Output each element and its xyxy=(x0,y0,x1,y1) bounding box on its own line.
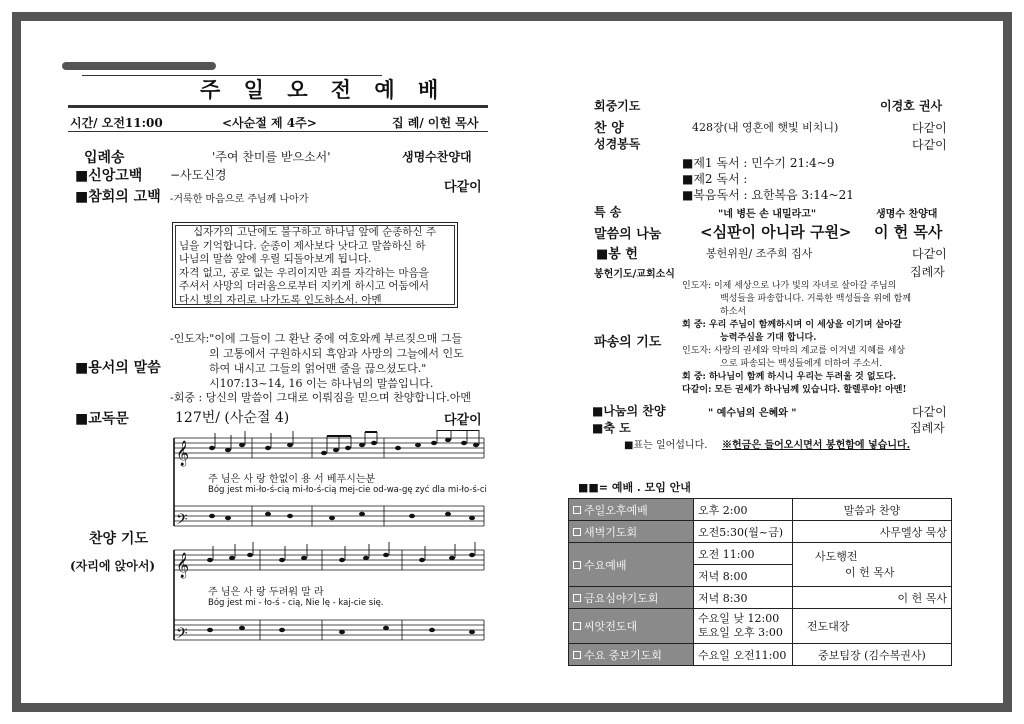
header-rule-bottom xyxy=(68,131,488,132)
schedule-table xyxy=(568,498,952,666)
confession-prayer-box xyxy=(172,222,458,308)
pardon-line: -인도자:"이에 그들이 그 환난 중에 여호와께 부르짖으매 그들 xyxy=(170,332,462,345)
schedule-name: 주일오후예배 xyxy=(569,499,694,521)
sharing-song: " 예수님의 은혜와 " xyxy=(708,408,797,419)
lyrics-polish-1: Bóg jest mi-ło-ś-cią mi-ło-ś-cią mej-cie od-wa-gę zyć dla mi-ło-ś-ci xyxy=(208,485,487,495)
schedule-detail: 사무엘상 묵상 xyxy=(793,521,952,543)
schedule-detail: 말씀과 찬양 xyxy=(793,499,952,521)
scripture-who: 다같이 xyxy=(912,138,947,152)
schedule-time: 저녁 8:30 xyxy=(694,587,793,609)
creed-label: ■신앙고백 xyxy=(75,168,143,184)
sending-line: 으로 파송되는 백성들에게 더하여 주소서. xyxy=(720,359,883,369)
sending-line: 인도자: 이제 세상으로 나가 빛의 자녀로 살아갈 주님의 xyxy=(682,281,897,291)
sermon-label: 말씀의 나눔 xyxy=(594,227,662,242)
blessing-label: ■축 도 xyxy=(592,421,631,435)
offering-who: 다같이 xyxy=(912,247,947,261)
standing-note: ■표는 일어섭니다. xyxy=(624,440,708,451)
special-performer: 생명수 찬양대 xyxy=(876,209,938,220)
entrance-label: 입례송 xyxy=(84,150,125,166)
sending-line: 인도자: 사랑의 권세와 악마의 계교를 이겨낼 지혜를 세상 xyxy=(682,346,906,356)
special-label: 특 송 xyxy=(594,205,622,219)
prayer-who: 이경호 권사 xyxy=(880,99,943,113)
decorative-bar xyxy=(62,62,216,70)
hymn-number: 127번/ (사순절 4) xyxy=(175,410,290,426)
offering-note: ※헌금은 들어오시면서 봉헌함에 넣습니다. xyxy=(722,440,911,451)
table-row xyxy=(569,521,952,543)
schedule-time: 수요일 오전11:00 xyxy=(694,644,793,666)
sharing-label: ■나눔의 찬양 xyxy=(592,404,666,418)
table-row xyxy=(569,543,952,565)
table-row xyxy=(569,587,952,609)
prayer-label: 회중기도 xyxy=(594,99,641,113)
blessing-who: 집례자 xyxy=(910,421,945,435)
prayer-line: 자격 없고, 공로 없는 우리이지만 죄를 자각하는 마음을 xyxy=(179,266,429,279)
schedule-time: 오후 2:00 xyxy=(694,499,793,521)
song-prayer-label: 찬양 기도 xyxy=(89,531,148,547)
table-row xyxy=(569,609,952,644)
svg-text:𝄢: 𝄢 xyxy=(176,625,188,646)
confession-text: -거룩한 마음으로 주님께 나아가 xyxy=(170,194,309,205)
prayer-line: 나님의 말씀 앞에 우릴 되돌아보게 됩니다. xyxy=(179,253,372,266)
pardon-line: 하여 내시고 그들의 얽어맨 줄을 끊으셨도다." xyxy=(209,362,427,375)
pardon-line: 시107:13~14, 16 이는 하나님의 말씀입니다. xyxy=(209,377,434,390)
pardon-label: ■용서의 말씀 xyxy=(75,360,161,376)
entrance-song: '주여 찬미를 받으소서' xyxy=(212,150,331,164)
sending-line: 회 중: 하나님이 함께 하시니 우리는 두려울 것 없도다. xyxy=(682,372,897,382)
confession-who: 다같이 xyxy=(444,180,482,195)
sending-line: 백성들을 파송합니다. 거룩한 백성들을 위에 함께 xyxy=(720,294,912,304)
praise-label: 찬 양 xyxy=(594,121,624,136)
schedule-name: 씨앗전도대 xyxy=(569,609,694,644)
reading-gospel: ■복음독서 : 요한복음 3:14~21 xyxy=(682,188,854,202)
sermon-preacher: 이 헌 목사 xyxy=(874,223,943,241)
sharing-who: 다같이 xyxy=(912,405,947,419)
sending-label: 파송의 기도 xyxy=(594,335,662,350)
season-label: <사순절 제 4주> xyxy=(222,116,317,130)
prayer-line: 님을 기억합니다. 순종이 제사보다 낫다고 말씀하신 하 xyxy=(179,239,426,252)
sending-line: 하소서 xyxy=(720,307,747,317)
offering-prayer-label: 봉헌기도/교회소식 xyxy=(594,269,675,280)
confession-label: ■참회의 고백 xyxy=(75,189,161,205)
schedule-detail: 이 헌 목사 xyxy=(793,587,952,609)
schedule-detail: 전도대장 xyxy=(793,609,952,644)
schedule-time: 저녁 8:00 xyxy=(694,565,793,587)
offering-prayer-who: 집례자 xyxy=(910,265,945,279)
clefs xyxy=(176,440,189,646)
table-row xyxy=(569,499,952,521)
hymn-who: 다같이 xyxy=(444,413,482,428)
schedule-name: 금요심야기도회 xyxy=(569,587,694,609)
sending-prayer-text xyxy=(682,280,911,397)
schedule-time: 오전5:30(월~금) xyxy=(694,521,793,543)
score-svg xyxy=(172,430,486,650)
prayer-line: 십자가의 고난에도 불구하고 하나님 앞에 순종하신 주 xyxy=(193,226,437,238)
lyrics-polish-2: Bóg jest mi - ło-ś - cią, Nie lę - kaj-cie się. xyxy=(208,598,384,608)
lyrics-korean-1: 주 님은 사 랑 한없이 용 서 베푸시는분 xyxy=(208,474,376,485)
leader-label: 집 례/ 이헌 목사 xyxy=(392,116,479,130)
sending-line: 회 중: 우리 주님이 함께하시며 이 세상을 이기며 살아갈 xyxy=(682,320,902,330)
page-title: 주 일 오 전 예 배 xyxy=(200,77,447,102)
reading-1: ■제1 독서 : 민수기 21:4~9 xyxy=(682,156,835,170)
service-time: 시간/ 오전11:00 xyxy=(70,116,163,130)
song-prayer-sub: (자리에 앉아서) xyxy=(70,559,156,573)
schedule-time: 수요일 낮 12:00 토요일 오후 3:00 xyxy=(694,609,793,644)
svg-text:𝄢: 𝄢 xyxy=(176,511,188,532)
special-song: "네 병든 손 내밀라고" xyxy=(718,209,817,220)
prayer-line: 다시 빛의 자리로 나가도록 인도하소서. 아멘 xyxy=(179,293,382,306)
svg-text:𝄞: 𝄞 xyxy=(176,553,190,578)
creed-text: −사도신경 xyxy=(170,168,227,182)
header-rule xyxy=(68,105,488,108)
praise-song: 428장(내 영혼에 햇빛 비치니) xyxy=(692,121,839,134)
reading-2: ■제2 독서 : xyxy=(682,172,748,186)
schedule-name: 새벽기도회 xyxy=(569,521,694,543)
offering-committee: 봉헌위원/ 조주희 집사 xyxy=(706,247,813,260)
schedule-detail: 사도행전 이 헌 목사 xyxy=(793,543,952,587)
schedule-time: 오전 11:00 xyxy=(694,543,793,565)
svg-text:𝄞: 𝄞 xyxy=(176,441,190,466)
lyrics-korean-2: 주 님은 사 랑 두려워 말 라 xyxy=(208,587,324,598)
pardon-line: 의 고통에서 구원하시되 흑암과 사망의 그늘에서 인도 xyxy=(209,347,464,360)
praise-who: 다같이 xyxy=(912,121,947,135)
sending-line: 능력주심을 기대 합니다. xyxy=(720,333,817,343)
hymn-label: ■교독문 xyxy=(75,411,129,427)
sending-line: 다같이: 모든 권세가 하나님께 있습니다. 할렐루야! 아멘! xyxy=(682,385,907,395)
schedule-name: 수요예배 xyxy=(569,543,694,587)
pardon-line: -회중 : 당신의 말씀이 그대로 이뤄짐을 믿으며 찬양합니다.아멘 xyxy=(170,391,472,404)
table-row xyxy=(569,644,952,666)
offering-label: ■봉 헌 xyxy=(596,247,638,262)
schedule-title: ■■= 예배 . 모임 안내 xyxy=(578,481,691,494)
scripture-label: 성경봉독 xyxy=(594,137,641,151)
schedule-name: 수요 중보기도회 xyxy=(569,644,694,666)
prayer-line: 주셔서 사망의 더러움으로부터 지키게 하시고 어둠에서 xyxy=(179,280,429,293)
schedule-detail: 중보팀장 (김수복권사) xyxy=(793,644,952,666)
sermon-title: <심판이 아니라 구원> xyxy=(700,223,852,241)
entrance-performer: 생명수찬양대 xyxy=(402,150,472,164)
